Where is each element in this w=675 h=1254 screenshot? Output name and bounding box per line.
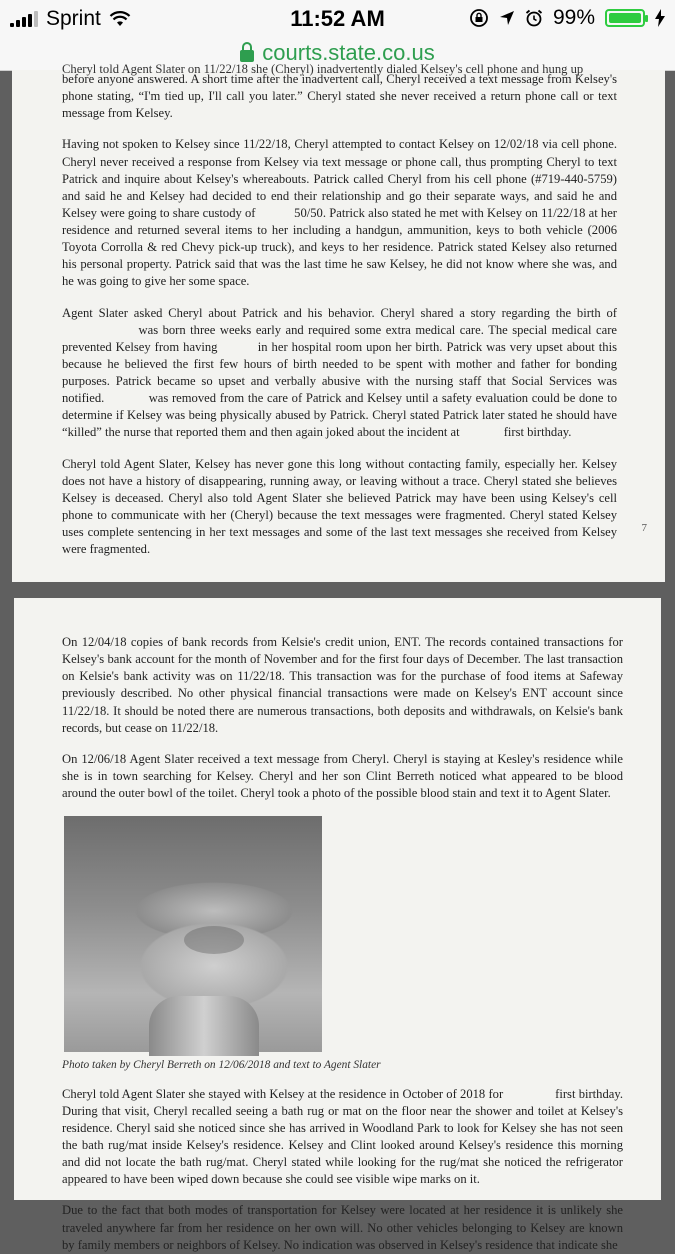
clock: 11:52 AM [290, 6, 385, 31]
page-number: 7 [641, 522, 647, 535]
carrier-name: Sprint [46, 7, 101, 30]
status-right [469, 6, 665, 30]
status-bar [0, 0, 675, 36]
paragraph: On 12/06/18 Agent Slater received a text message from Cheryl. Cheryl is staying at Kesley's residence while she is in town searching for Kelsey. Cheryl and her son Clint Berreth noticed what appeared to be blood around the outer bowl of the toilet. Cheryl took a photo of the possible blood stain and text it to Agent Slater. [62, 751, 623, 800]
paragraph: Cheryl told Agent Slater, Kelsey has never gone this long without contacting family, especially her. Kelsey does not have a history of disappearing, running away, or leaving without a trace. Cheryl stated she believes Kelsey is deceased. Cheryl also told Agent Slater she believed Patrick may have been using Kelsey's cell phone to communicate with her (Cheryl) because the text messages were fragmented. Cheryl stated Kelsey uses complete sentencing in her text messages and some of the last text messages she received from Kelsey were fragmented. [62, 456, 617, 557]
paragraph: On 12/04/18 copies of bank records from Kelsie's credit union, ENT. The records contained transactions for Kelsey's bank account for the month of November and for the first four days of December. The last transaction on Kelsie's bank activity was on 11/22/18. This transaction was for the purchase of food items at Safeway previously described. No other physical financial transactions were made on Kelsey's ENT account since 11/22/18. It should be noted there are numerous transactions, both deposits and withdrawals, on Kelsie's bank records, but cease on 11/22/18. [62, 635, 623, 735]
possible-blood-stain [184, 926, 244, 954]
location-icon [499, 10, 515, 26]
charging-bolt-icon [655, 9, 665, 27]
alarm-icon [525, 9, 543, 27]
paragraph: before anyone answered. A short time after the inadvertent call, Cheryl received a text message from Kelsey's phone stating, “I'm tied up, I'll call you later.” Cheryl stated she never received a return phone call or text message from Kelsey. [62, 72, 617, 121]
document-page-8 [14, 598, 661, 1252]
battery-icon [605, 9, 645, 27]
toilet-photo [64, 816, 322, 1052]
toilet-base [149, 996, 259, 1056]
photo-caption: Photo taken by Cheryl Berreth on 12/06/2018 and text to Agent Slater [62, 1059, 381, 1072]
document-page-7 [12, 62, 665, 582]
paragraph: Due to the fact that both modes of transportation for Kelsey were located at her residence it is unlikely she traveled anywhere far from her residence on her own will. No other vehicles belonging to Kelsey are known by family members or neighbors of Kelsey. No indication was observed in Kelsey's residence that indicate she [62, 1203, 623, 1252]
battery-fill [609, 13, 641, 23]
paragraph: Having not spoken to Kelsey since 11/22/18, Cheryl attempted to contact Kelsey on 12/02/18 via cell phone. Cheryl never received a response from Kelsey via text message or phone call, thus prompting Cheryl to text Patrick and inquire about Kelsey's whereabouts. Patrick called Cheryl from his cell phone (#719-440-5759) and said he and Kelsey had decided to end their relationship and go their separate ways, and said he and Kelsey were going to share custody of 50/50. Patrick also stated he met with Kelsey on 11/22/18 at her residence and returned several items to her including a handgun, ammunition, keys to both vehicle (2006 Toyota Corrolla & red Chevy pick-up truck), and keys to her residence. Patrick stated Kelsey also returned his personal property. Patrick said that was the last time he saw Kelsey, he did not know where she was, and he was going to give her some space. [62, 137, 617, 289]
paragraph: Agent Slater asked Cheryl about Patrick and his behavior. Cheryl shared a story regarding the birth of was born three weeks early and required some extra medical care. The special medical care prevented Kelsey from having in her hospital room upon her birth. Patrick was very upset about this because he believed the first few hours of birth needed to be spent with mother and father for bonding purposes. Patrick became so upset and verbally abusive with the nursing staff that Social Services was notified. was removed from the care of Patrick and Kelsey until a safety evaluation could be done to determine if Kelsey was being physically abused by Patrick. Cheryl stated Patrick later stated he should have “killed” the nurse that reported them and then again joked about the incident at first birthday. [62, 305, 617, 440]
rotation-lock-icon [469, 8, 489, 28]
battery-percent: 99% [552, 6, 595, 29]
cut-off-line: Cheryl told Agent Slater on 11/22/18 she (Cheryl) inadvertently dialed Kelsey's cell phone and hung up [62, 62, 584, 76]
url-domain[interactable]: courts.state.co.us [262, 40, 435, 65]
paragraph: Cheryl told Agent Slater she stayed with Kelsey at the residence in October of 2018 for first birthday. During that visit, Cheryl recalled seeing a bath rug or mat on the floor near the shower and toilet at Kelsey's residence. Cheryl said she noticed since she has arrived in Woodland Park to look for Kelsey she has not seen the bath rug/mat inside Kelsey's residence. Kelsey and Clint looked around Kelsey's residence this morning and did not locate the bath rug/mat. Cheryl stated while looking for the rug/mat she noticed the refrigerator appeared to have been wiped down because she could see visible wipe marks on it. [62, 1086, 623, 1187]
